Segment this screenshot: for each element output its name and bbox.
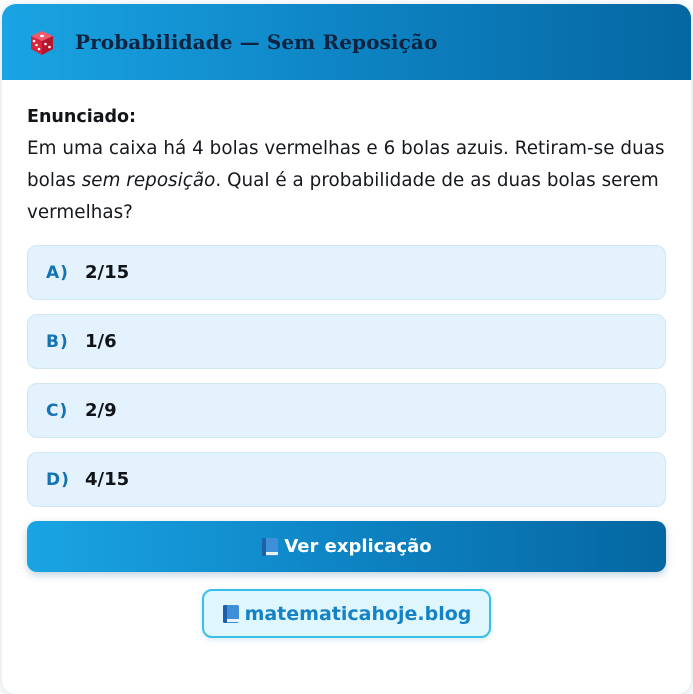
option-value: 4/15 [85, 469, 130, 490]
option-letter: D) [46, 469, 70, 490]
option-value: 2/15 [85, 262, 130, 283]
statement-text [27, 133, 666, 229]
card-header [2, 4, 691, 80]
blog-link[interactable] [202, 589, 491, 638]
page-title: Probabilidade — Sem Reposição [75, 30, 438, 54]
view-explanation-label: Ver explicação [284, 536, 432, 557]
card-body [2, 80, 691, 638]
option-value: 2/9 [85, 400, 117, 421]
option-letter: B) [46, 331, 69, 352]
view-explanation-button[interactable] [27, 521, 666, 572]
option-letter: C) [46, 400, 69, 421]
option-a[interactable] [27, 245, 666, 300]
option-d[interactable] [27, 452, 666, 507]
dice-icon [29, 30, 55, 56]
answer-options [27, 245, 666, 507]
blog-link-wrap [27, 589, 666, 638]
quiz-card [2, 4, 691, 694]
option-value: 1/6 [85, 331, 117, 352]
blog-link-label: matematicahoje.blog [244, 602, 472, 625]
statement-text-after: . Qual é a probabilidade de as duas bolas serem vermelhas? [27, 170, 659, 223]
statement-emphasis: sem reposição [81, 170, 216, 191]
book-icon [261, 537, 279, 557]
statement-label: Enunciado: [27, 107, 137, 127]
option-b[interactable] [27, 314, 666, 369]
book-icon [222, 604, 240, 624]
statement-text-before: Em uma caixa há 4 bolas vermelhas e 6 bolas azuis. Retiram-se duas bolas [27, 138, 665, 191]
option-letter: A) [46, 262, 69, 283]
option-c[interactable] [27, 383, 666, 438]
